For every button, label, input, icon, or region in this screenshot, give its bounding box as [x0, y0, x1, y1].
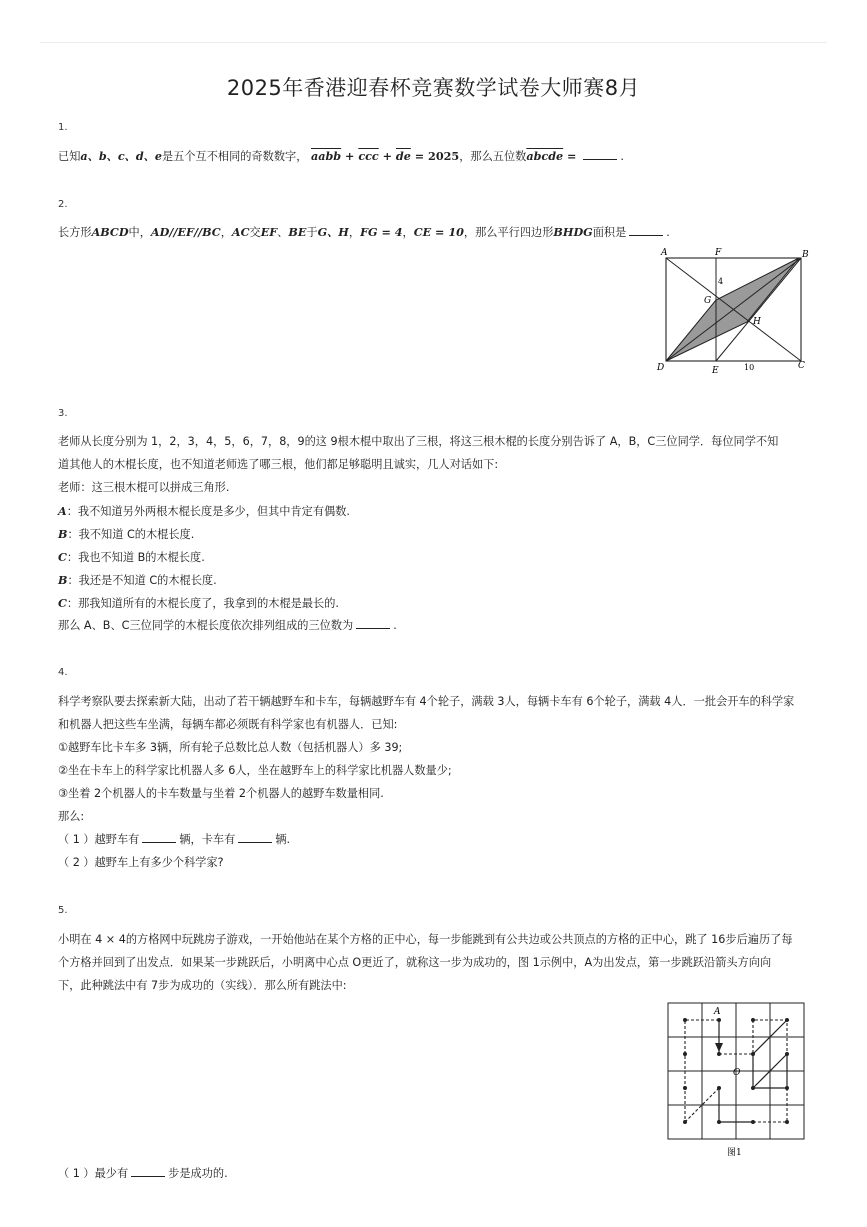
q2-label-ce-length: 10	[744, 363, 755, 372]
q3-line-1: 老师从长度分别为 1，2，3，4，5，6，7，8，9的这 9根木棍中取出了三根，将这三根木棍的长度分别告诉了 A，B，C三位同学．每位同学不知	[58, 435, 779, 448]
q1-pre: 已知	[58, 150, 81, 163]
q1-answer-blank[interactable]	[583, 149, 617, 160]
q4-line-6: 那么:	[58, 810, 85, 823]
q2-comma-3: ，	[402, 226, 414, 239]
q5-answer-blank[interactable]	[131, 1166, 165, 1177]
q1-end: .	[620, 150, 624, 163]
q1-plus-2: +	[378, 149, 396, 163]
q2-be: BE	[288, 225, 307, 239]
q4-line-7	[58, 832, 290, 848]
q2-ce: CE = 10	[413, 225, 464, 239]
q3-line-4-text: ：我不知道另外两根木棍长度是多少，但其中肯定有偶数.	[66, 505, 350, 518]
q1-term-abcde: abcde	[526, 149, 564, 163]
q3-speaker-b-2: B	[58, 573, 68, 587]
q3-line-8	[58, 595, 339, 612]
q2-label-d: D	[657, 363, 665, 373]
q3-line-5-text: ：我不知道 C的木棍长度.	[67, 528, 195, 541]
q4-line-3: ①越野车比卡车多 3辆，所有轮子总数比总人数（包括机器人）多 39;	[58, 741, 403, 754]
q1-mid: 是五个互不相同的奇数数字，	[161, 150, 308, 163]
q2-label-h: H	[753, 317, 761, 327]
q5-part-1-b: 步是成功的.	[168, 1167, 228, 1180]
q3-line-7-text: ：我还是不知道 C的木棍长度.	[67, 574, 217, 587]
q5-grid-figure	[663, 1000, 809, 1160]
q2-bhdg: BHDG	[553, 225, 593, 239]
q4-blank-offroad[interactable]	[142, 832, 176, 843]
q2-end: .	[666, 226, 670, 239]
q2-text-2: 中，	[128, 226, 151, 239]
q5-line-1: 小明在 4 × 4的方格网中玩跳房子游戏，一开始他站在某个方格的正中心，每一步能跳到有公共边或公共顶点的方格的正中心，跳了 16步后遍历了每	[58, 933, 793, 946]
q3-end: .	[393, 619, 397, 632]
q5-start-arrow-icon	[715, 1043, 723, 1052]
q3-speaker-c: C	[58, 550, 67, 564]
q4-blank-truck[interactable]	[238, 832, 272, 843]
q3-speaker-a: A	[58, 504, 67, 518]
q2-text-6: 面积是	[592, 226, 627, 239]
q1-term-ccc: $\overline{ccc}$	[358, 149, 379, 163]
q3-line-9	[58, 618, 397, 634]
q2-ac: AC	[231, 225, 250, 239]
q1-plus-1: +	[341, 149, 359, 163]
q2-comma-2: ，	[348, 226, 361, 239]
q2-label-g: G	[704, 296, 712, 306]
q4-line-4: ②坐在卡车上的科学家比机器人多 6人，坐在越野车上的科学家比机器人数量少;	[58, 764, 452, 777]
q3-line-7	[58, 572, 217, 589]
q3-speaker-b: B	[58, 527, 68, 541]
q5-label-a: A	[714, 1007, 721, 1017]
q4-line-5: ③坐着 2个机器人的卡车数量与坐着 2个机器人的越野车数量相同.	[58, 787, 384, 800]
q4-line-2: 和机器人把这些车坐满，每辆车都必须既有科学家也有机器人．已知:	[58, 718, 398, 731]
q1-equals: = 2025	[410, 149, 460, 163]
q2-sep: 、	[277, 226, 289, 239]
question-5-number: 5.	[58, 905, 68, 916]
q1-post: ，那么五位数	[459, 150, 527, 163]
q3-speaker-c-2: C	[58, 596, 67, 610]
q4-line-8: （ 2 ）越野车上有多少个科学家?	[58, 856, 224, 869]
q3-line-6-text: ：我也不知道 B的木棍长度.	[66, 551, 205, 564]
q2-rect-name: ABCD	[91, 225, 129, 239]
page-title: 2025年香港迎春杯竞赛数学试卷大师赛8月	[226, 76, 641, 100]
q3-line-8-text: ：那我知道所有的木棍长度了，我拿到的木棍是最长的.	[66, 597, 339, 610]
q2-label-fg-length: 4	[718, 277, 724, 286]
question-1-text	[58, 148, 624, 165]
q3-line-9-text: 那么 A、B、C三位同学的木棍长度依次排列组成的三位数为	[58, 619, 354, 632]
q3-line-4	[58, 503, 350, 520]
q1-term-aabb: aabb	[310, 149, 342, 163]
q2-gh: G、H	[317, 225, 349, 239]
question-1-number: 1.	[58, 122, 68, 133]
q2-text-5: ，那么平行四边形	[463, 226, 554, 239]
question-4-number: 4.	[58, 667, 68, 678]
q2-text-4: 于	[306, 226, 318, 239]
q2-parallel: AD//EF//BC	[150, 225, 221, 239]
q2-label-a: A	[661, 248, 668, 258]
q5-line-3: 下，此种跳法中有 7步为成功的（实线）．那么所有跳法中:	[58, 979, 347, 992]
q2-fg: FG = 4	[360, 225, 403, 239]
q1-equals-2: =	[563, 149, 581, 163]
q3-line-6	[58, 549, 205, 566]
q2-text-1: 长方形	[58, 226, 92, 239]
q2-answer-blank[interactable]	[629, 225, 663, 236]
q2-label-e: E	[712, 366, 719, 376]
q2-label-f: F	[715, 248, 722, 258]
q1-term-de: $\overline{de}$	[395, 149, 411, 163]
q2-text-3: 交	[249, 226, 261, 239]
q5-line-2: 个方格并回到了出发点．如果某一步跳跃后，小明离中心点 O更近了，就称这一步为成功的，图 1示例中，A为出发点，第一步跳跃沿箭头方向向	[58, 956, 772, 969]
q3-answer-blank[interactable]	[356, 618, 390, 629]
q2-rectangle-figure	[652, 244, 817, 376]
q3-line-5	[58, 526, 194, 543]
q3-line-3: 老师：这三根木棍可以拼成三角形.	[58, 481, 230, 494]
question-3-number: 3.	[58, 408, 68, 419]
q4-part-1-b: 辆，卡车有	[179, 833, 236, 846]
q2-label-c: C	[798, 361, 805, 371]
q4-part-1-c: 辆.	[275, 833, 291, 846]
q5-line-4	[58, 1166, 228, 1182]
q5-part-1-a: （ 1 ）最少有	[58, 1167, 129, 1180]
q5-figure-caption: 图1	[727, 1148, 742, 1158]
q4-part-1-a: （ 1 ）越野车有	[58, 833, 140, 846]
q4-line-1: 科学考察队要去探索新大陆，出动了若干辆越野车和卡车，每辆越野车有 4个轮子，满载 3人，每辆卡车有 6个轮子，满载 4人．一批会开车的科学家	[58, 695, 795, 708]
question-2-number: 2.	[58, 199, 68, 210]
top-divider	[40, 42, 827, 43]
q2-label-b: B	[802, 250, 809, 260]
q2-comma-1: ，	[220, 226, 232, 239]
q5-label-o: O	[733, 1068, 741, 1078]
question-2-text	[58, 224, 670, 241]
q1-vars: a、b、c、d、e	[80, 149, 162, 163]
q2-ef: EF	[260, 225, 278, 239]
q3-line-2: 道其他人的木棍长度，也不知道老师选了哪三根，他们都足够聪明且诚实，几人对话如下:	[58, 458, 499, 471]
